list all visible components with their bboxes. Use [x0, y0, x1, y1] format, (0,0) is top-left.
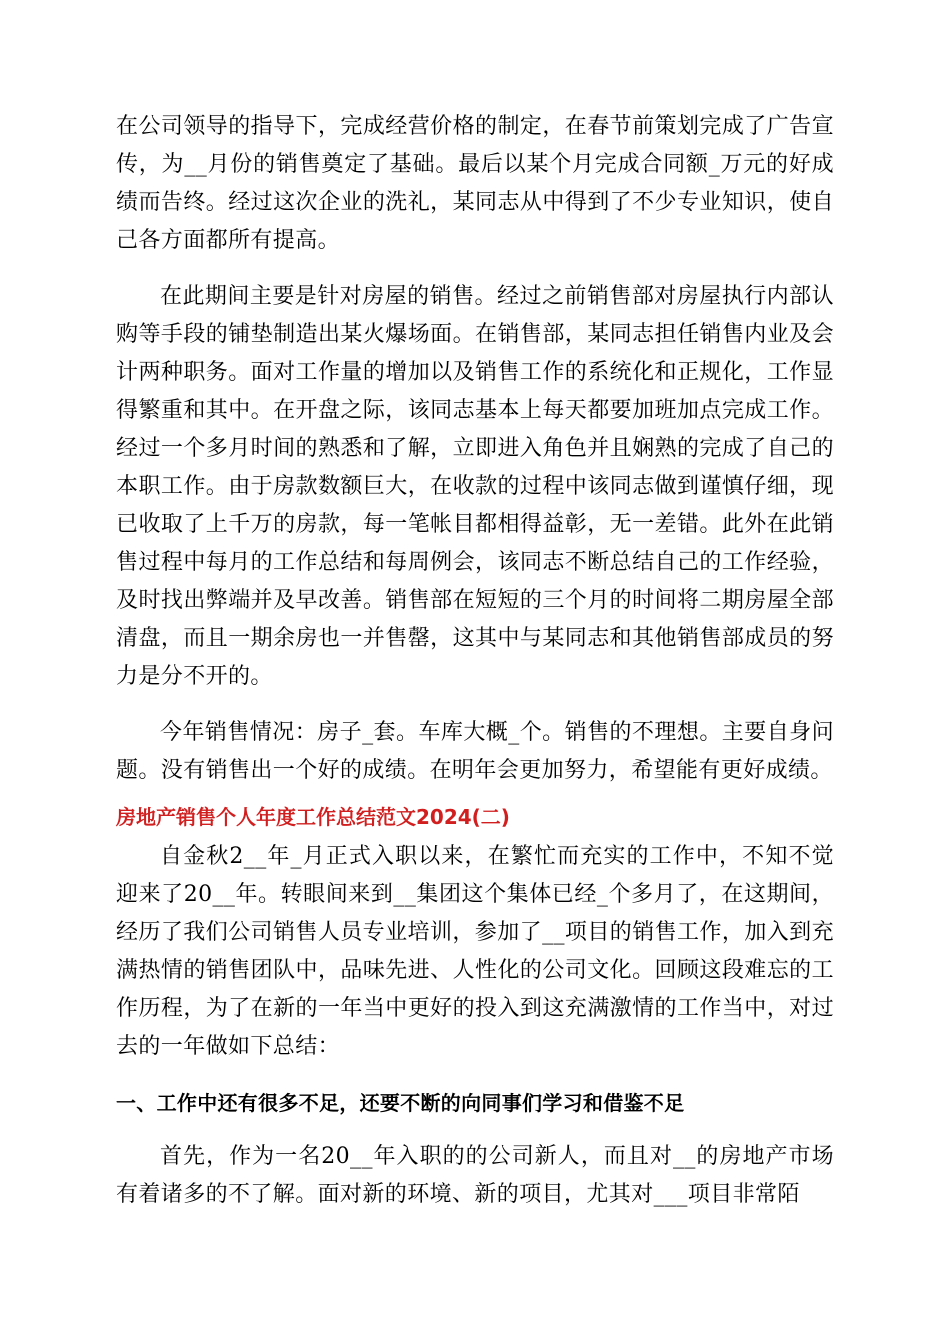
section-title: 房地产销售个人年度工作总结范文2024(二): [116, 805, 510, 829]
document-page: [116, 108, 834, 1214]
subheading: 一、工作中还有很多不足，还要不断的向同事们学习和借鉴不足: [116, 1091, 685, 1115]
paragraph-2: 在此期间主要是针对房屋的销售。经过之前销售部对房屋执行内部认购等手段的铺垫制造出某火爆场面。在销售部，某同志担任销售内业及会计两种职务。面对工作量的增加以及销售工作的系统化和正规化，工作显得繁重和其中。在开盘之际，该同志基本上每天都要加班加点完成工作。经过一个多月时间的熟悉和了解，立即进入角色并且娴熟的完成了自己的本职工作。由于房款数额巨大，在收款的过程中该同志做到谨慎仔细，现已收取了上千万的房款，每一笔帐目都相得益彰，无一差错。此外在此销售过程中每月的工作总结和每周例会，该同志不断总结自己的工作经验，及时找出弊端并及早改善。销售部在短短的三个月的时间将二期房屋全部清盘，而且一期余房也一并售罄，这其中与某同志和其他销售部成员的努力是分不开的。: [116, 284, 834, 689]
last-paragraph: 首先，作为一名20__年入职的的公司新人，而且对__的房地产市场有着诸多的不了解。面对新的环境、新的项目，尤其对___项目非常陌: [116, 1144, 834, 1207]
paragraph-1: 在公司领导的指导下，完成经营价格的制定，在春节前策划完成了广告宣传，为__月份的销售奠定了基础。最后以某个月完成合同额_万元的好成绩而告终。经过这次企业的洗礼，某同志从中得到了不少专业知识，使自己各方面都所有提高。: [116, 114, 834, 253]
intro-paragraph: 自金秋2__年_月正式入职以来，在繁忙而充实的工作中，不知不觉迎来了20__年。转眼间来到__集团这个集体已经_个多月了，在这期间，经历了我们公司销售人员专业培训，参加了__项目的销售工作，加入到充满热情的销售团队中，品味先进、人性化的公司文化。回顾这段难忘的工作历程，为了在新的一年当中更好的投入到这充满激情的工作当中，对过去的一年做如下总结：: [116, 844, 834, 1059]
paragraph-3: 今年销售情况：房子_套。车库大概_个。销售的不理想。主要自身问题。没有销售出一个好的成绩。在明年会更加努力，希望能有更好成绩。: [116, 720, 834, 783]
